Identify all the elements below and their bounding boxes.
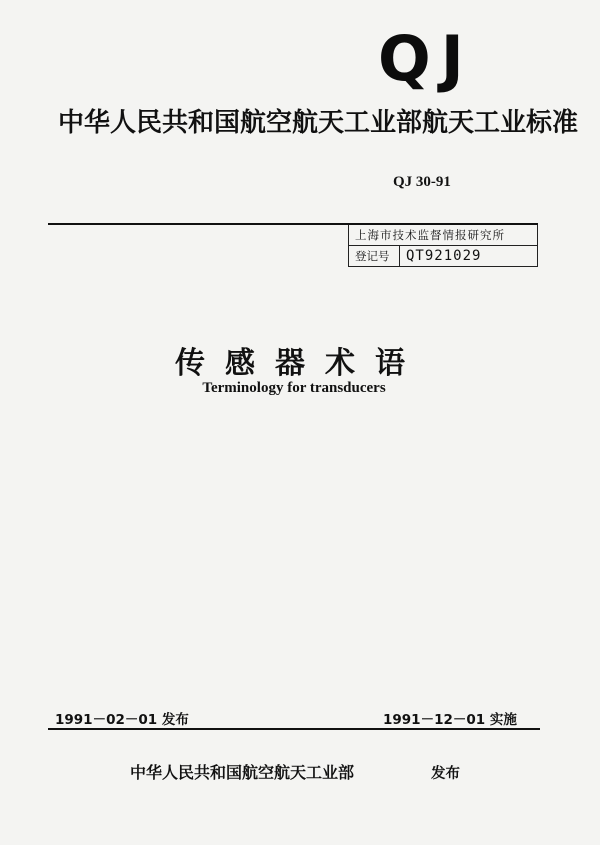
publisher-name: 中华人民共和国航空航天工业部 <box>130 763 355 782</box>
document-title-english: Terminology for transducers <box>202 380 386 396</box>
publisher-action: 发布 <box>431 766 460 782</box>
effective-date: 1991－12－01 实施 <box>383 712 517 728</box>
qj-logo: QJ <box>378 22 474 95</box>
registration-stamp <box>348 225 538 267</box>
stamp-reg-label: 登记号 <box>349 246 400 266</box>
stamp-reg-number: QT921029 <box>406 248 482 264</box>
standard-number: QJ 30-91 <box>393 174 451 190</box>
stamp-registration-row <box>349 246 537 266</box>
document-title: 传感器术语 <box>175 346 425 381</box>
organization-title: 中华人民共和国航空航天工业部航天工业标准 <box>58 108 579 138</box>
bottom-divider <box>48 728 540 730</box>
issue-date: 1991－02－01 发布 <box>55 712 189 728</box>
stamp-institute: 上海市技术监督情报研究所 <box>349 225 537 246</box>
